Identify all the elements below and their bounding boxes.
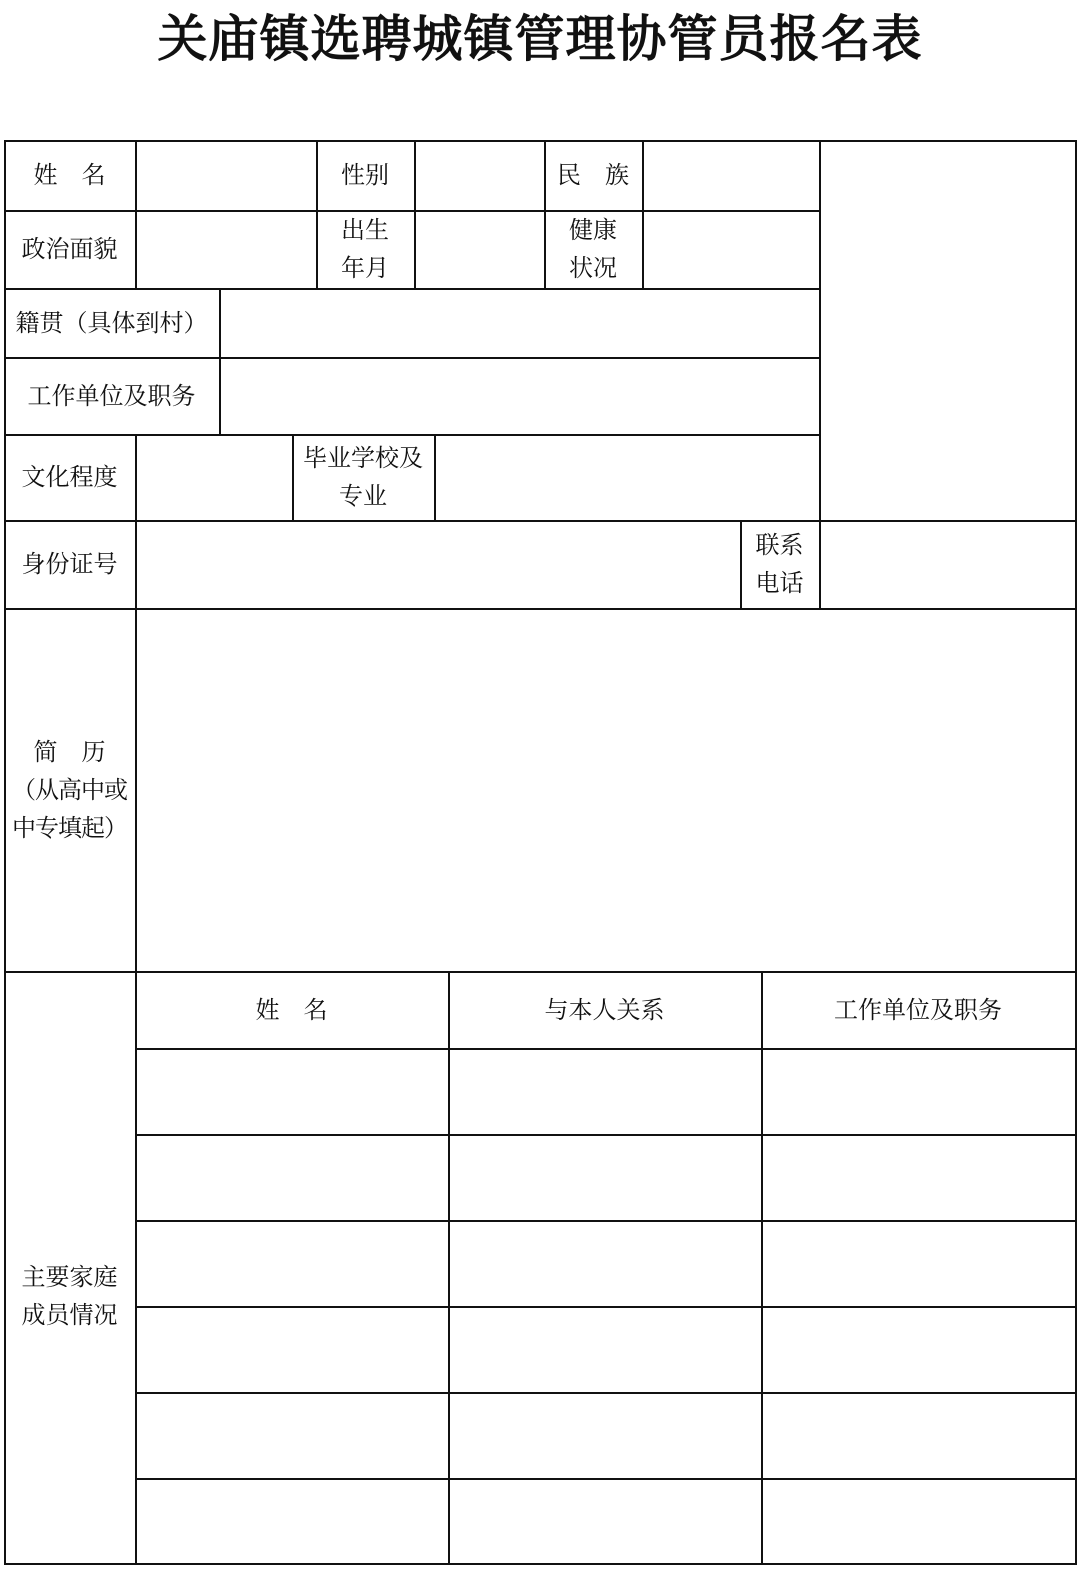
family-row-4-name[interactable] bbox=[136, 1307, 448, 1392]
work-unit-field[interactable] bbox=[220, 358, 819, 434]
native-place-label: 籍贯（具体到村） bbox=[15, 308, 208, 337]
family-row-6-name[interactable] bbox=[136, 1479, 448, 1563]
phone-label-line2: 电话 bbox=[755, 569, 804, 597]
gender-label: 性别 bbox=[341, 161, 389, 189]
resume-label-line2: （从高中或 bbox=[12, 775, 127, 804]
family-row-6-work-unit[interactable] bbox=[762, 1479, 1075, 1563]
name-field[interactable] bbox=[136, 141, 316, 210]
political-status-field[interactable] bbox=[136, 211, 316, 288]
resume-label-line3: 中专填起） bbox=[12, 813, 127, 842]
id-number-label: 身份证号 bbox=[21, 550, 118, 578]
family-row-4-relation[interactable] bbox=[449, 1307, 761, 1392]
family-row-3-name[interactable] bbox=[136, 1221, 448, 1306]
birth-label-line2: 年月 bbox=[341, 254, 389, 282]
table-border-right bbox=[1075, 140, 1077, 1564]
resume-label-line1: 简 历 bbox=[33, 737, 106, 766]
native-place-field[interactable] bbox=[220, 289, 819, 357]
family-row-5-relation[interactable] bbox=[449, 1393, 761, 1478]
phone-label-line1: 联系 bbox=[755, 531, 804, 559]
resume-label bbox=[4, 608, 135, 971]
family-row-2-name[interactable] bbox=[136, 1135, 448, 1220]
family-label-line2: 成员情况 bbox=[21, 1301, 118, 1329]
family-label-line1: 主要家庭 bbox=[21, 1263, 118, 1291]
family-row-2-relation[interactable] bbox=[449, 1135, 761, 1220]
family-row-1-work-unit[interactable] bbox=[762, 1049, 1075, 1134]
health-label-line2: 状况 bbox=[569, 254, 617, 282]
education-label: 文化程度 bbox=[21, 463, 118, 491]
family-row-3-work-unit[interactable] bbox=[762, 1221, 1075, 1306]
ethnicity-field[interactable] bbox=[643, 141, 819, 210]
school-field[interactable] bbox=[435, 435, 819, 520]
family-row-3-relation[interactable] bbox=[449, 1221, 761, 1306]
health-label bbox=[544, 210, 642, 288]
form-title: 关庙镇选聘城镇管理协管员报名表 bbox=[157, 9, 923, 68]
table-border-bottom bbox=[4, 1563, 1077, 1565]
family-row-5-work-unit[interactable] bbox=[762, 1393, 1075, 1478]
name-label: 姓 名 bbox=[33, 161, 106, 189]
ethnicity-label: 民 族 bbox=[557, 161, 629, 189]
phone-label bbox=[740, 520, 819, 608]
gender-field[interactable] bbox=[415, 141, 544, 210]
health-label-line1: 健康 bbox=[569, 216, 617, 244]
family-header-name: 姓 名 bbox=[255, 995, 328, 1024]
id-number-field[interactable] bbox=[136, 521, 740, 608]
phone-field[interactable] bbox=[820, 521, 1075, 608]
birth-field[interactable] bbox=[415, 211, 544, 288]
birth-label-line1: 出生 bbox=[341, 216, 389, 244]
health-field[interactable] bbox=[643, 211, 819, 288]
family-header-work-unit: 工作单位及职务 bbox=[834, 995, 1002, 1024]
family-header-relation: 与本人关系 bbox=[544, 995, 665, 1024]
family-row-4-work-unit[interactable] bbox=[762, 1307, 1075, 1392]
photo-area[interactable] bbox=[820, 141, 1075, 520]
education-field[interactable] bbox=[136, 435, 292, 520]
school-label-line1: 毕业学校及 bbox=[303, 444, 423, 472]
family-row-1-name[interactable] bbox=[136, 1049, 448, 1134]
family-row-6-relation[interactable] bbox=[449, 1479, 761, 1563]
school-label bbox=[292, 434, 434, 520]
family-row-1-relation[interactable] bbox=[449, 1049, 761, 1134]
work-unit-label: 工作单位及职务 bbox=[27, 381, 196, 410]
birth-label bbox=[316, 210, 414, 288]
family-label bbox=[4, 1230, 135, 1362]
school-label-line2: 专业 bbox=[339, 482, 387, 510]
political-status-label: 政治面貌 bbox=[21, 235, 118, 263]
family-row-5-name[interactable] bbox=[136, 1393, 448, 1478]
resume-field[interactable] bbox=[136, 609, 1075, 971]
family-row-2-work-unit[interactable] bbox=[762, 1135, 1075, 1220]
